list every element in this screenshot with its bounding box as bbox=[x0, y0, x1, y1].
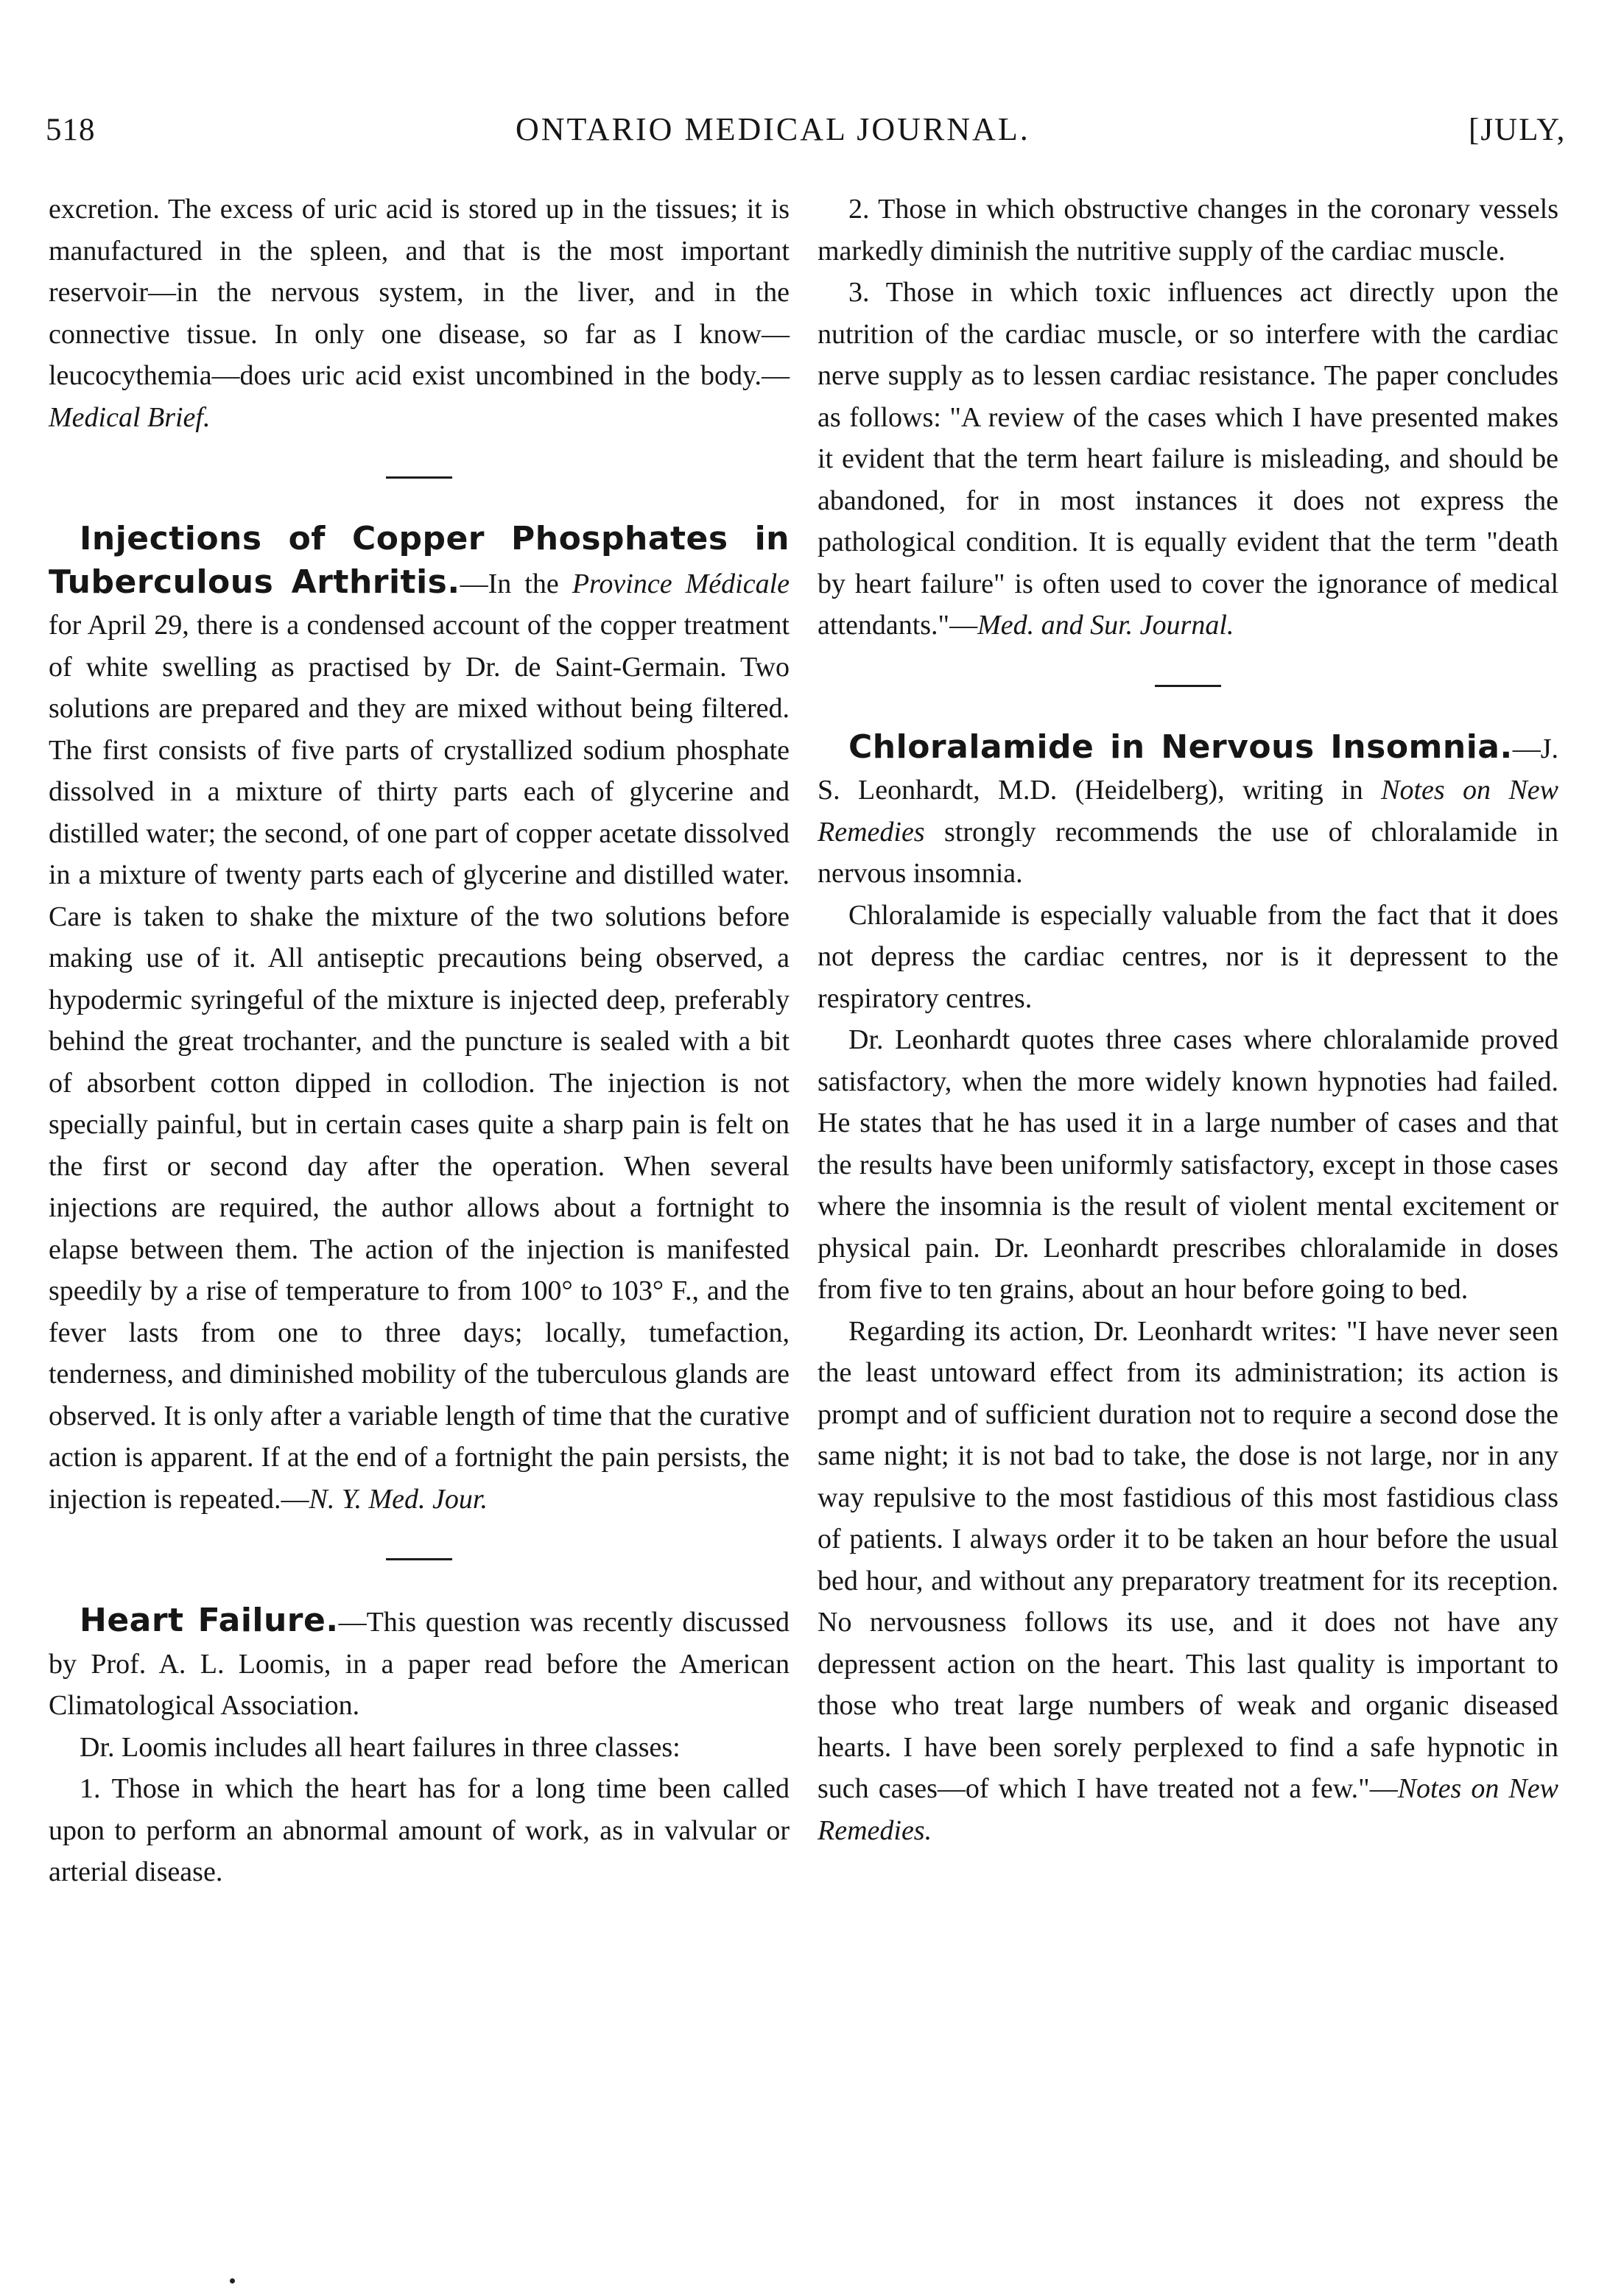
article-text: —In the bbox=[460, 568, 572, 599]
article-text: Regarding its action, Dr. Leonhardt writes: "I have never seen the least untoward effect from its administration; its action is prompt and of sufficient duration not to require a second dose the same night; it is not bad to take, the dose is not large, nor in any way repulsive to the most fastidious of this most fastidious class of patients. I always order it to be taken an hour before the usual bed hour, and without any preparatory treatment for its reception. No nervousness follows its use, and it does not have any depressent action on the heart. This last quality is important to those who treat large numbers of weak and organic diseased hearts. I have been sorely perplexed to find a safe hypnotic in such cases—of which I have treated not a few."— bbox=[818, 1315, 1558, 1804]
section-divider bbox=[386, 1558, 452, 1560]
page-number: 518 bbox=[46, 113, 96, 147]
article-heading: Chloralamide in Nervous Insomnia. bbox=[848, 728, 1513, 766]
continuation-paragraph bbox=[49, 189, 790, 438]
journal-title: ONTARIO MEDICAL JOURNAL. bbox=[516, 111, 1030, 147]
source-citation: Medical Brief. bbox=[49, 401, 211, 433]
section-divider bbox=[386, 476, 452, 479]
journal-name: Province Médicale bbox=[572, 568, 790, 599]
article-paragraph: Dr. Leonhardt quotes three cases where chloralamide proved satisfactory, when the more widely known hypnoties had failed. He states that he has used it in a large number of cases and that the results have been uniformly satisfactory, except in those cases where the insomnia is the result of violent mental excitement or physical pain. Dr. Leonhardt prescribes chloralamide in doses from five to ten grains, about an hour before going to bed. bbox=[818, 1024, 1558, 1305]
issue-month: [JULY, bbox=[1469, 113, 1567, 147]
article-text: 3. Those in which toxic influences act directly upon the nutrition of the cardiac muscle, or so interfere with the cardiac nerve supply as to lessen cardiac resistance. The paper concludes as follows: "A review of the cases which I have presented makes it evident that the term heart failure is misleading, and should be abandoned, for in most instances it does not express the pathological condition. It is equally evident that the term "death by heart failure" is often used to cover the ignorance of medical attendants."— bbox=[818, 277, 1558, 641]
article-text: —This question was recently discussed by Prof. A. L. Loomis, in a paper read before the American Climatological Association. bbox=[49, 1607, 790, 1721]
print-speck bbox=[230, 2278, 235, 2283]
article-paragraph: 1. Those in which the heart has for a long time been called upon to perform an abnormal amount of work, as in valvular or arterial disease. bbox=[49, 1773, 790, 1887]
article-paragraph bbox=[818, 272, 1558, 647]
article-text: —J. S. Leonhardt, M.D. (Heidelberg), writing in bbox=[818, 733, 1558, 806]
article-copper-paragraph bbox=[49, 518, 790, 1520]
source-citation: Notes on New Remedies. bbox=[818, 1773, 1558, 1846]
article-heart-paragraph bbox=[49, 1600, 790, 1727]
article-paragraph: Dr. Loomis includes all heart failures in three classes: bbox=[80, 1731, 681, 1763]
source-citation: N. Y. Med. Jour. bbox=[309, 1483, 488, 1515]
article-paragraph: Chloralamide is especially valuable from the fact that it does not depress the cardiac centres, nor is it depressent to the respiratory centres. bbox=[818, 899, 1558, 1014]
article-heading: Heart Failure. bbox=[80, 1602, 339, 1639]
left-column bbox=[49, 189, 790, 1893]
article-chloralamide-paragraph bbox=[818, 727, 1558, 895]
source-citation: Med. and Sur. Journal. bbox=[977, 610, 1234, 641]
article-text: strongly recommends the use of chloralamide in nervous insomnia. bbox=[818, 816, 1558, 889]
running-header bbox=[0, 0, 1610, 162]
continuation-text: excretion. The excess of uric acid is stored up in the tissues; it is manufactured in the spleen, and that is the most important reservoir—in the nervous system, in the liver, and in the connective tissue. In only one disease, so far as I know—leucocythemia—does uric acid exist uncombined in the body.— bbox=[49, 194, 790, 391]
journal-name: Notes on New Remedies bbox=[818, 775, 1558, 848]
article-text: for April 29, there is a condensed account of the copper treatment of white swelling as practised by Dr. de Saint-Germain. Two solutions are prepared and they are mixed without being filtered. The first consists of five parts of crystallized sodium phosphate dissolved in a mixture of thirty parts each of glycerine and distilled water; the second, of one part of copper acetate dissolved in a mixture of twenty parts each of glycerine and distilled water. Care is taken to shake the mixture of the two solutions before making use of it. All antiseptic precautions being observed, a hypodermic syringeful of the mixture is injected deep, preferably behind the great trochanter, and the puncture is sealed with a bit of absorbent cotton dipped in collodion. The injection is not specially painful, but in certain cases quite a sharp pain is felt on the first or second day after the operation. When several injections are required, the author allows about a fortnight to elapse between them. The action of the injection is manifested speedily by a rise of temperature to from 100° to 103° F., and the fever lasts from one to three days; locally, tumefaction, tenderness, and diminished mobility of the tuberculous glands are observed. It is only after a variable length of time that the curative action is apparent. If at the end of a fortnight the pain persists, the injection is repeated.— bbox=[49, 610, 790, 1515]
article-heading: Injections of Copper Phosphates in Tuberculous Arthritis. bbox=[49, 520, 790, 601]
article-paragraph bbox=[818, 1311, 1558, 1852]
section-divider bbox=[1155, 685, 1221, 687]
article-paragraph: 2. Those in which obstructive changes in the coronary vessels markedly diminish the nutritive supply of the cardiac muscle. bbox=[818, 194, 1558, 267]
right-column bbox=[818, 189, 1558, 1851]
